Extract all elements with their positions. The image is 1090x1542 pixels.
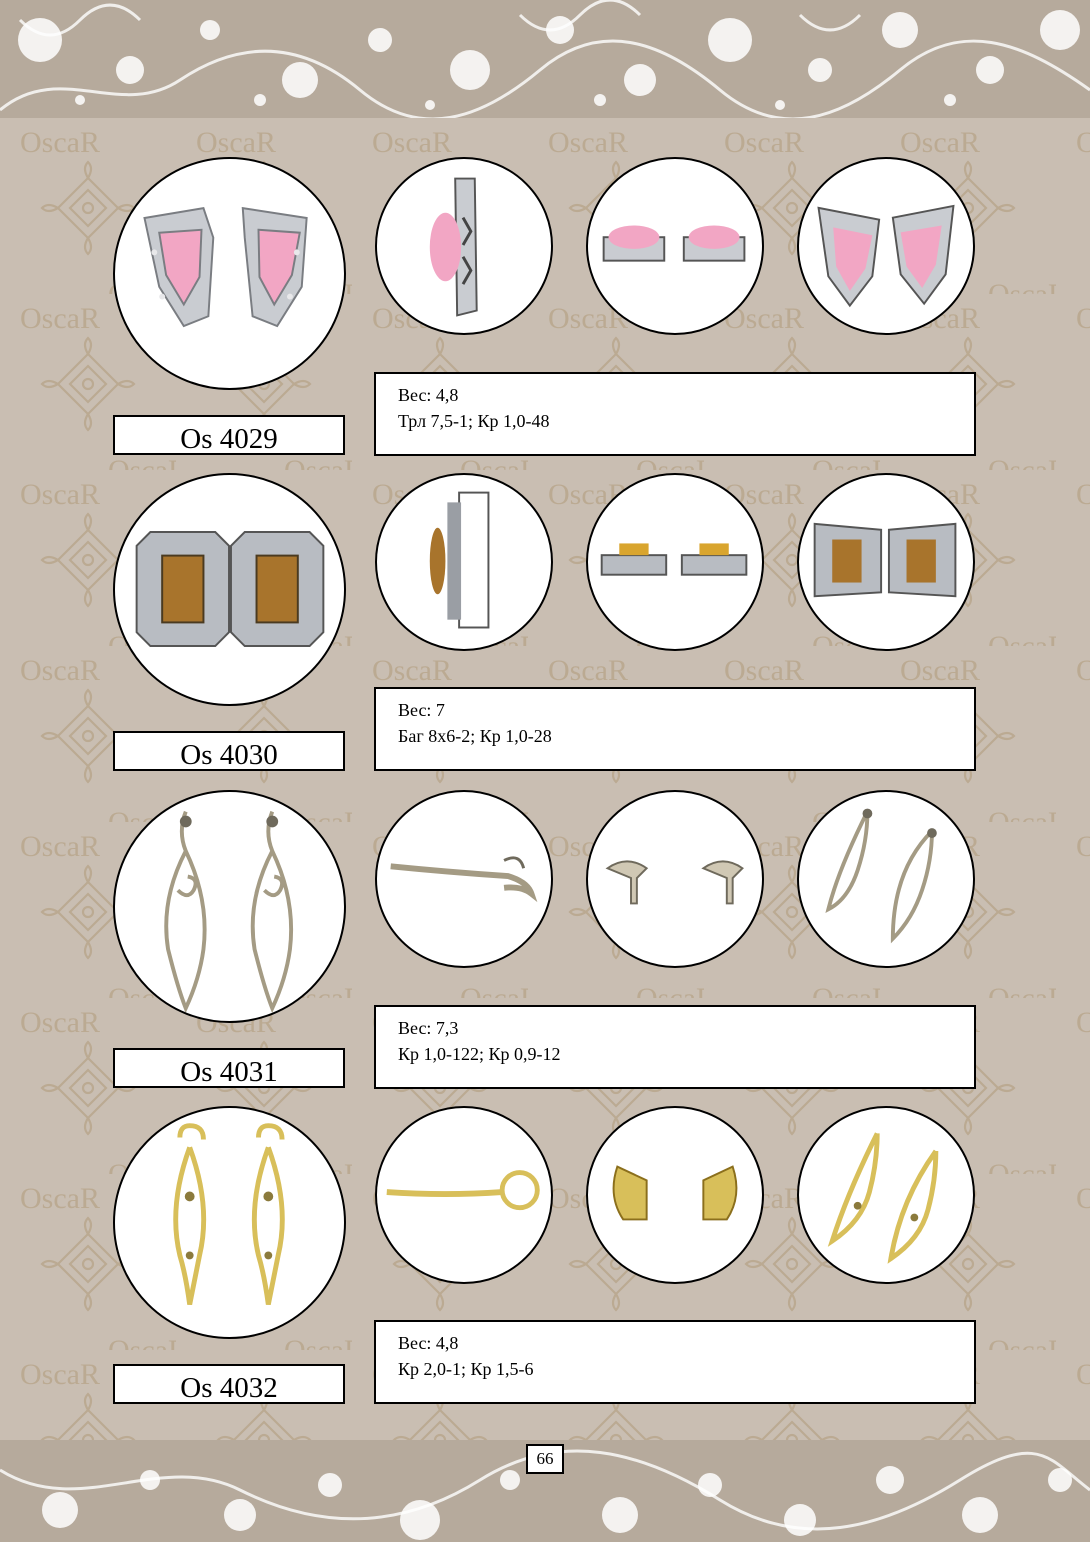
angle-photo-os4029[interactable]	[797, 157, 975, 335]
angle-photo-os4032[interactable]	[797, 1106, 975, 1284]
stones-text: Трл 7,5-1; Кр 1,0-48	[398, 411, 550, 431]
main-photo-os4031[interactable]	[113, 790, 346, 1023]
weight-text: Вес: 7,3	[398, 1018, 459, 1038]
spec-box-os4032	[374, 1320, 976, 1404]
weight-text: Вес: 4,8	[398, 1333, 459, 1353]
front-photo-os4030[interactable]	[586, 473, 764, 651]
front-photo-os4032[interactable]	[586, 1106, 764, 1284]
product-code-os4031: Os 4031	[113, 1048, 345, 1088]
main-photo-os4030[interactable]	[113, 473, 346, 706]
front-photo-os4031[interactable]	[586, 790, 764, 968]
main-photo-os4029[interactable]	[113, 157, 346, 390]
product-code-os4032: Os 4032	[113, 1364, 345, 1404]
side-photo-os4032[interactable]	[375, 1106, 553, 1284]
side-photo-os4029[interactable]	[375, 157, 553, 335]
weight-text: Вес: 4,8	[398, 385, 459, 405]
angle-photo-os4030[interactable]	[797, 473, 975, 651]
main-photo-os4032[interactable]	[113, 1106, 346, 1339]
stones-text: Кр 2,0-1; Кр 1,5-6	[398, 1359, 534, 1379]
angle-photo-os4031[interactable]	[797, 790, 975, 968]
side-photo-os4030[interactable]	[375, 473, 553, 651]
page-number: 66	[526, 1444, 564, 1474]
side-photo-os4031[interactable]	[375, 790, 553, 968]
product-code-os4029: Os 4029	[113, 415, 345, 455]
spec-box-os4031	[374, 1005, 976, 1089]
weight-text: Вес: 7	[398, 700, 445, 720]
product-code-os4030: Os 4030	[113, 731, 345, 771]
top-floral-band	[0, 0, 1090, 130]
spec-box-os4030	[374, 687, 976, 771]
stones-text: Баг 8х6-2; Кр 1,0-28	[398, 726, 552, 746]
front-photo-os4029[interactable]	[586, 157, 764, 335]
spec-box-os4029	[374, 372, 976, 456]
stones-text: Кр 1,0-122; Кр 0,9-12	[398, 1044, 561, 1064]
